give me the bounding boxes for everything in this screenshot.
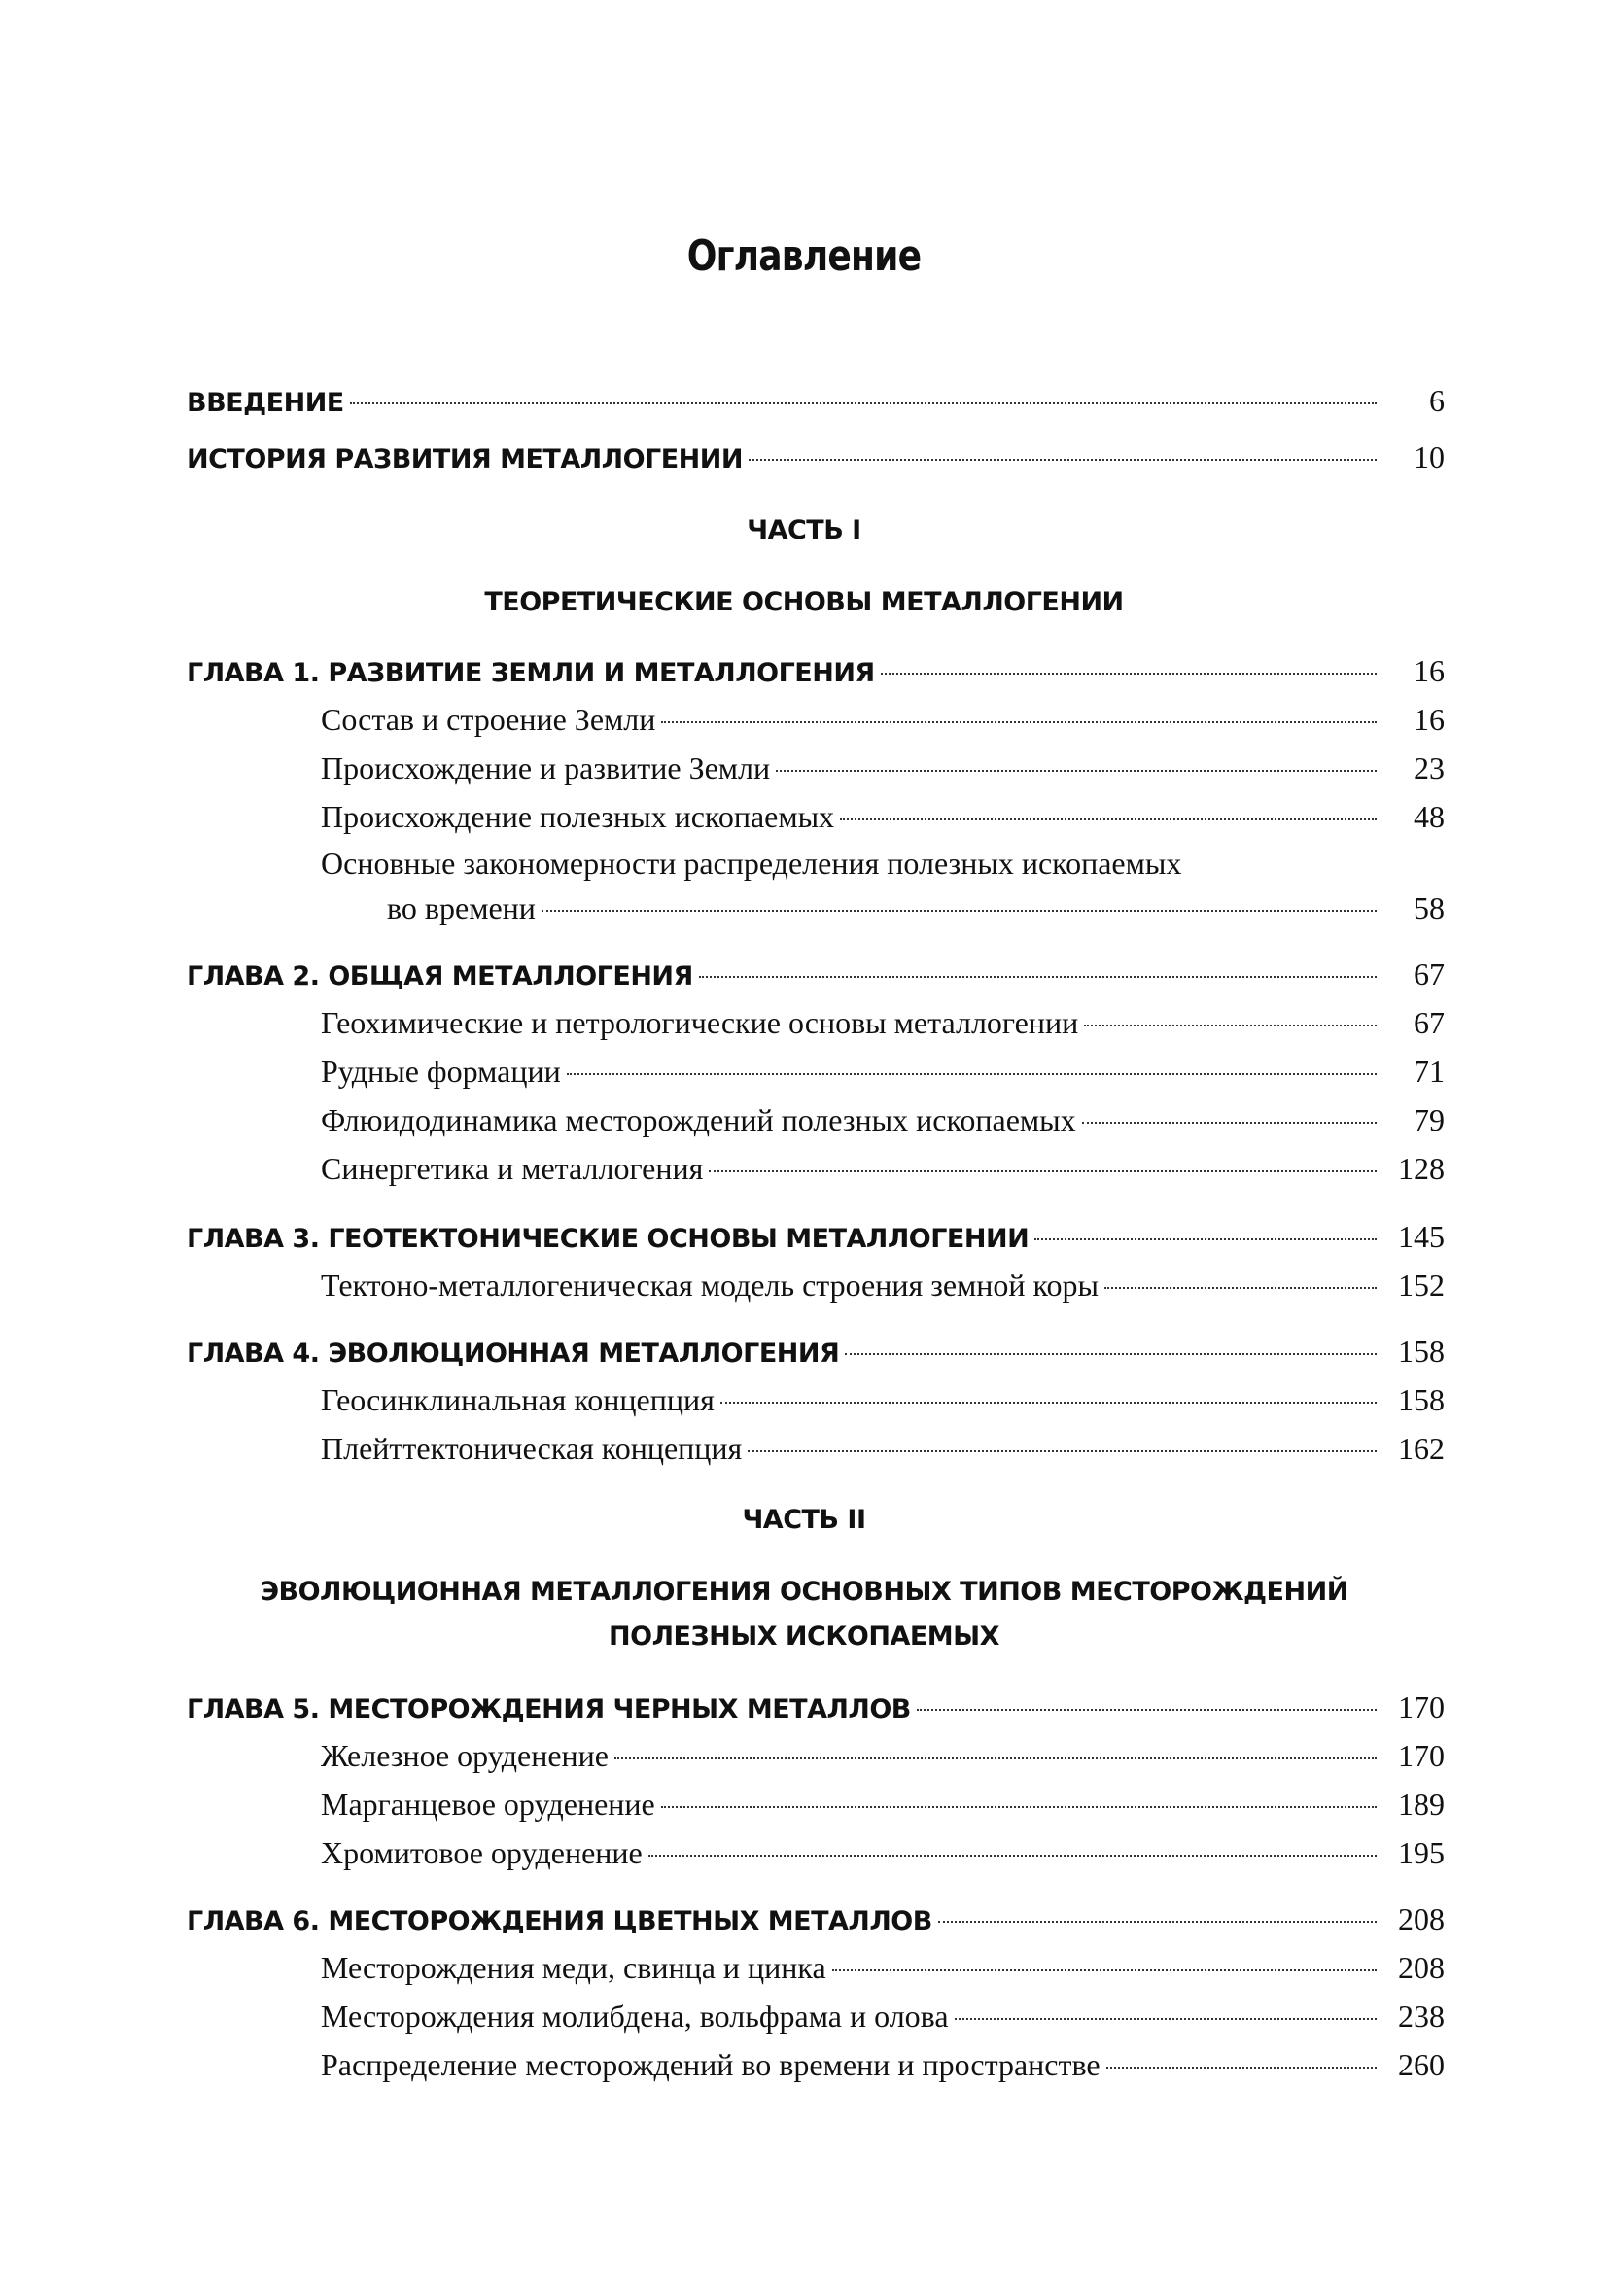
entry-label: ГЛАВА 1. РАЗВИТИЕ ЗЕМЛИ И МЕТАЛЛОГЕНИЯ [187, 658, 875, 688]
toc-section-label-line1: Основные закономерности распределения полезных ископаемых [321, 846, 1182, 881]
dot-leader [840, 818, 1377, 820]
dot-leader [1106, 2067, 1377, 2069]
part-1-title: ТЕОРЕТИЧЕСКИЕ ОСНОВЫ МЕТАЛЛОГЕНИИ [484, 587, 1124, 617]
entry-label: Синергетика и металлогения [321, 1151, 704, 1186]
entry-page: 238 [1398, 1999, 1445, 2034]
entry-page: 67 [1414, 1005, 1445, 1040]
entry-label: Марганцевое оруденение [321, 1787, 655, 1822]
entry-page: 145 [1398, 1219, 1445, 1254]
entry-label: Хромитовое оруденение [321, 1835, 643, 1870]
dot-leader [614, 1757, 1377, 1759]
toc-section [321, 747, 1445, 789]
entry-label: Происхождение и развитие Земли [321, 750, 771, 785]
entry-page: 162 [1398, 1431, 1445, 1466]
entry-page: 16 [1414, 702, 1445, 737]
dot-leader [350, 402, 1377, 404]
toc-section [321, 1427, 1445, 1470]
toc-section [321, 1995, 1445, 2037]
toc-section [321, 1783, 1445, 1826]
entry-page: 158 [1398, 1334, 1445, 1369]
dot-leader [938, 1921, 1377, 1923]
entry-page: 79 [1414, 1102, 1445, 1137]
dot-leader [567, 1073, 1377, 1075]
dot-leader [661, 721, 1377, 723]
toc-section [321, 1378, 1445, 1421]
entry-page: 152 [1398, 1268, 1445, 1303]
toc-section-continued [387, 887, 1445, 929]
toc-section [321, 1098, 1445, 1141]
entry-page: 67 [1414, 957, 1445, 991]
dot-leader [881, 673, 1377, 675]
page-title: Оглавление [686, 231, 922, 281]
entry-page: 195 [1398, 1835, 1445, 1870]
entry-page: 170 [1398, 1738, 1445, 1773]
entry-page: 170 [1398, 1689, 1445, 1724]
toc-section [321, 1001, 1445, 1044]
entry-label: ИСТОРИЯ РАЗВИТИЯ МЕТАЛЛОГЕНИИ [187, 444, 743, 474]
entry-page: 58 [1414, 890, 1445, 925]
entry-page: 23 [1414, 750, 1445, 785]
dot-leader [749, 459, 1377, 461]
toc-entry-history [187, 435, 1445, 478]
toc-chapter-2 [187, 953, 1445, 995]
entry-label: Тектоно-металлогеническая модель строения земной коры [321, 1268, 1099, 1303]
entry-label: ГЛАВА 5. МЕСТОРОЖДЕНИЯ ЧЕРНЫХ МЕТАЛЛОВ [187, 1694, 911, 1724]
entry-page: 189 [1398, 1787, 1445, 1822]
dot-leader [1034, 1238, 1377, 1240]
dot-leader [1082, 1122, 1377, 1124]
entry-page: 208 [1398, 1950, 1445, 1985]
part-1-label: ЧАСТЬ I [747, 515, 861, 545]
entry-label: Плейттектоническая концепция [321, 1431, 743, 1466]
entry-label: ВВЕДЕНИЕ [187, 388, 344, 418]
part-2-title-line1: ЭВОЛЮЦИОННАЯ МЕТАЛЛОГЕНИЯ ОСНОВНЫХ ТИПОВ МЕСТОРОЖДЕНИЙ [260, 1577, 1348, 1607]
toc-chapter-4 [187, 1330, 1445, 1373]
entry-page: 128 [1398, 1151, 1445, 1186]
toc-section [321, 1264, 1445, 1306]
entry-label: Рудные формации [321, 1054, 561, 1089]
entry-page: 158 [1398, 1382, 1445, 1417]
entry-label: Состав и строение Земли [321, 702, 656, 737]
entry-label: Происхождение полезных ископаемых [321, 799, 835, 834]
dot-leader [648, 1855, 1377, 1857]
toc-section [321, 2043, 1445, 2086]
toc-chapter-6 [187, 1897, 1445, 1940]
entry-label: ГЛАВА 2. ОБЩАЯ МЕТАЛЛОГЕНИЯ [187, 961, 693, 991]
toc-section [321, 1734, 1445, 1777]
dot-leader [955, 2018, 1377, 2020]
dot-leader [1084, 1025, 1377, 1026]
entry-label: во времени [387, 890, 536, 925]
entry-label: ГЛАВА 6. МЕСТОРОЖДЕНИЯ ЦВЕТНЫХ МЕТАЛЛОВ [187, 1906, 932, 1936]
entry-label: Железное оруденение [321, 1738, 609, 1773]
toc-section [321, 1147, 1445, 1190]
entry-page: 10 [1414, 439, 1445, 474]
entry-label: Геохимические и петрологические основы металлогении [321, 1005, 1079, 1040]
entry-page: 208 [1398, 1901, 1445, 1936]
part-2-title-line2: ПОЛЕЗНЫХ ИСКОПАЕМЫХ [609, 1621, 999, 1652]
toc-section [321, 1050, 1445, 1093]
dot-leader [748, 1450, 1377, 1452]
entry-label: Геосинклинальная концепция [321, 1382, 715, 1417]
toc-entry-intro [187, 379, 1445, 422]
entry-page: 260 [1398, 2047, 1445, 2082]
entry-label: Месторождения молибдена, вольфрама и олова [321, 1999, 949, 2034]
entry-label: ГЛАВА 3. ГЕОТЕКТОНИЧЕСКИЕ ОСНОВЫ МЕТАЛЛОГЕНИИ [187, 1224, 1030, 1254]
entry-page: 71 [1414, 1054, 1445, 1089]
toc-section [321, 698, 1445, 741]
toc-chapter-1 [187, 649, 1445, 692]
toc-section [321, 795, 1445, 838]
entry-label: Флюидодинамика месторождений полезных ископаемых [321, 1102, 1076, 1137]
dot-leader [542, 910, 1377, 912]
entry-page: 16 [1414, 653, 1445, 688]
entry-label: ГЛАВА 4. ЭВОЛЮЦИОННАЯ МЕТАЛЛОГЕНИЯ [187, 1339, 840, 1369]
toc-section [321, 1831, 1445, 1874]
dot-leader [720, 1402, 1377, 1404]
toc-chapter-3 [187, 1215, 1445, 1258]
dot-leader [917, 1709, 1377, 1711]
entry-label: Месторождения меди, свинца и цинка [321, 1950, 826, 1985]
toc-chapter-5 [187, 1686, 1445, 1728]
dot-leader [832, 1969, 1377, 1971]
entry-label: Распределение месторождений во времени и пространстве [321, 2047, 1101, 2082]
entry-page: 6 [1429, 383, 1445, 418]
dot-leader [661, 1806, 1377, 1808]
entry-page: 48 [1414, 799, 1445, 834]
dot-leader [845, 1353, 1377, 1355]
dot-leader [699, 976, 1377, 978]
dot-leader [1104, 1287, 1377, 1289]
dot-leader [776, 770, 1377, 772]
toc-section [321, 1946, 1445, 1989]
part-2-label: ЧАСТЬ II [742, 1505, 866, 1535]
dot-leader [709, 1170, 1377, 1172]
